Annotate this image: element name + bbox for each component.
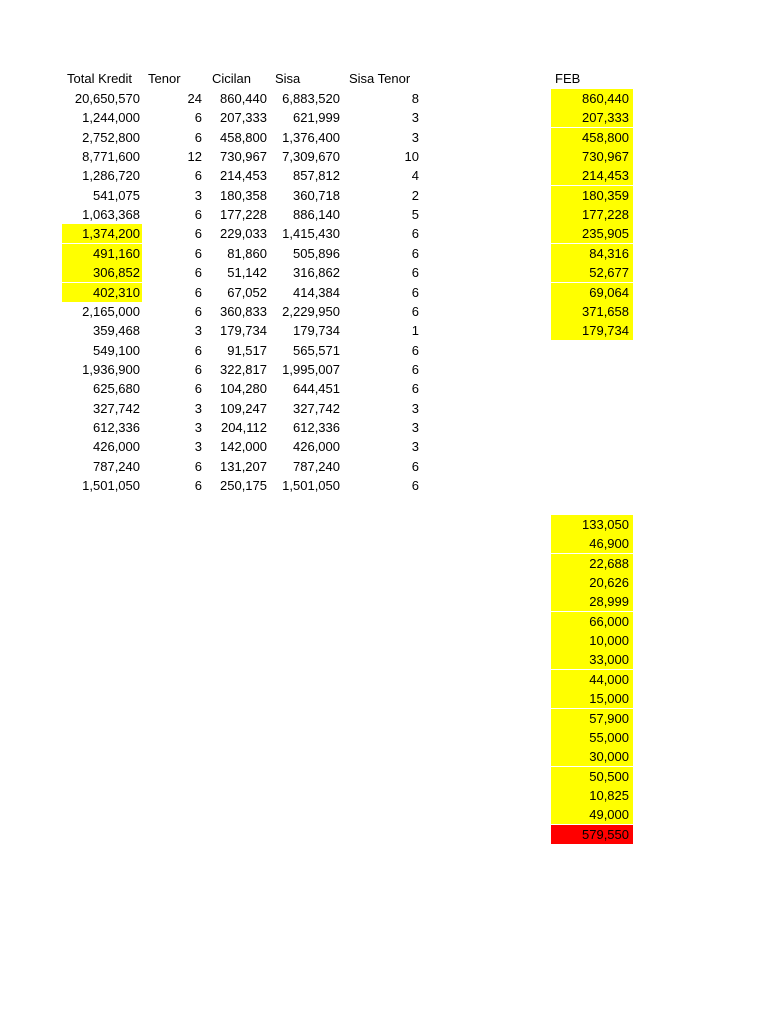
cell-feb: 177,228	[551, 205, 633, 224]
cell-total-kredit: 787,240	[93, 458, 140, 474]
cell-tenor: 6	[194, 207, 202, 223]
cell-tenor: 6	[194, 381, 202, 397]
cell-feb-lower: 50,500	[551, 767, 633, 786]
cell-feb: 69,064	[551, 283, 633, 302]
cell-sisa-tenor: 6	[411, 245, 419, 261]
cell-sisa-tenor: 2	[411, 187, 419, 203]
cell-total-kredit: 359,468	[93, 323, 140, 339]
cell-feb-lower: 133,050	[551, 515, 633, 534]
cell-cicilan: 322,817	[220, 361, 267, 377]
cell-total-kredit: 1,286,720	[82, 168, 140, 184]
cell-sisa: 316,862	[293, 265, 340, 281]
cell-sisa-tenor: 4	[411, 168, 419, 184]
cell-feb: 180,359	[551, 186, 633, 205]
cell-sisa-tenor: 6	[411, 226, 419, 242]
cell-total-kredit: 1,244,000	[82, 110, 140, 126]
cell-feb-lower: 55,000	[551, 728, 633, 747]
cell-feb: 371,658	[551, 302, 633, 321]
cell-tenor: 6	[194, 342, 202, 358]
cell-sisa-tenor: 3	[411, 400, 419, 416]
cell-sisa-tenor: 6	[411, 342, 419, 358]
cell-tenor: 3	[194, 323, 202, 339]
cell-feb: 235,905	[551, 224, 633, 243]
cell-tenor: 6	[194, 478, 202, 493]
cell-feb: 214,453	[551, 166, 633, 185]
cell-tenor: 6	[194, 245, 202, 261]
cell-sisa-tenor: 5	[411, 207, 419, 223]
cell-sisa: 1,995,007	[282, 361, 340, 377]
cell-sisa: 414,384	[293, 284, 340, 300]
cell-feb: 207,333	[551, 108, 633, 127]
cell-feb-lower: 20,626	[551, 573, 633, 592]
cell-total-kredit: 426,000	[93, 439, 140, 455]
header-tenor: Tenor	[148, 71, 181, 86]
header-cicilan: Cicilan	[212, 71, 252, 86]
cell-cicilan: 250,175	[220, 478, 267, 493]
cell-feb-lower: 10,825	[551, 786, 633, 805]
cell-sisa-tenor: 3	[411, 419, 419, 435]
cell-sisa-tenor: 6	[411, 361, 419, 377]
cell-tenor: 3	[194, 187, 202, 203]
cell-cicilan: 730,967	[220, 149, 267, 165]
cell-total-kredit: 1,063,368	[82, 207, 140, 223]
cell-tenor: 24	[187, 91, 202, 106]
cell-cicilan: 109,247	[220, 400, 267, 416]
cell-total-kredit: 1,936,900	[82, 361, 140, 377]
cell-cicilan: 204,112	[220, 419, 267, 435]
cell-tenor: 3	[194, 439, 202, 455]
cell-sisa: 787,240	[293, 458, 340, 474]
header-total-kredit: Total Kredit	[67, 71, 133, 86]
cell-sisa: 505,896	[293, 245, 340, 261]
cell-feb: 730,967	[551, 147, 633, 166]
cell-cicilan: 179,734	[220, 323, 267, 339]
cell-sisa: 886,140	[293, 207, 340, 223]
cell-total-kredit: 491,160	[62, 244, 142, 263]
cell-total-kredit: 402,310	[62, 283, 142, 302]
cell-total-kredit: 612,336	[93, 419, 140, 435]
cell-feb-lower: 22,688	[551, 554, 633, 573]
cell-sisa: 612,336	[293, 419, 340, 435]
cell-sisa-tenor: 6	[411, 284, 419, 300]
cell-feb-lower: 15,000	[551, 689, 633, 708]
cell-sisa: 7,309,670	[282, 149, 340, 165]
cell-cicilan: 81,860	[227, 245, 267, 261]
cell-sisa-tenor: 6	[411, 303, 419, 319]
cell-cicilan: 104,280	[220, 381, 267, 397]
cell-sisa: 6,883,520	[282, 91, 340, 106]
cell-total-kredit: 1,501,050	[82, 478, 140, 493]
cell-total-kredit: 8,771,600	[82, 149, 140, 165]
header-sisa: Sisa	[275, 71, 301, 86]
cell-sisa-tenor: 6	[411, 458, 419, 474]
cell-sisa-tenor: 6	[411, 265, 419, 281]
cell-cicilan: 214,453	[220, 168, 267, 184]
cell-feb-lower: 46,900	[551, 534, 633, 553]
cell-sisa: 857,812	[293, 168, 340, 184]
cell-feb-lower: 28,999	[551, 592, 633, 611]
cell-sisa: 565,571	[293, 342, 340, 358]
cell-sisa: 179,734	[293, 323, 340, 339]
cell-sisa: 1,376,400	[282, 129, 340, 145]
cell-total-kredit: 327,742	[93, 400, 140, 416]
cell-sisa-tenor: 3	[411, 129, 419, 145]
cell-sisa: 2,229,950	[282, 303, 340, 319]
cell-feb-lower: 49,000	[551, 805, 633, 824]
cell-sisa: 644,451	[293, 381, 340, 397]
cell-tenor: 6	[194, 110, 202, 126]
cell-total-kredit: 625,680	[93, 381, 140, 397]
cell-tenor: 6	[194, 265, 202, 281]
cell-feb: 179,734	[551, 321, 633, 340]
cell-sisa-tenor: 1	[411, 323, 419, 339]
cell-sisa: 360,718	[293, 187, 340, 203]
header-feb: FEB	[555, 71, 581, 86]
cell-cicilan: 51,142	[227, 265, 267, 281]
cell-cicilan: 91,517	[227, 342, 267, 358]
cell-cicilan: 67,052	[227, 284, 267, 300]
cell-tenor: 6	[194, 458, 202, 474]
cell-feb-lower: 30,000	[551, 747, 633, 766]
cell-tenor: 3	[194, 419, 202, 435]
cell-total-kredit: 1,374,200	[62, 224, 142, 243]
cell-total-kredit: 549,100	[93, 342, 140, 358]
cell-tenor: 6	[194, 129, 202, 145]
cell-sisa-tenor: 3	[411, 439, 419, 455]
header-sisa-tenor: Sisa Tenor	[349, 71, 411, 86]
cell-cicilan: 229,033	[220, 226, 267, 242]
cell-sisa-tenor: 6	[411, 381, 419, 397]
cell-sisa: 327,742	[293, 400, 340, 416]
cell-cicilan: 142,000	[220, 439, 267, 455]
cell-tenor: 6	[194, 168, 202, 184]
cell-sisa: 1,415,430	[282, 226, 340, 242]
cell-cicilan: 360,833	[220, 303, 267, 319]
cell-sisa: 1,501,050	[282, 478, 340, 493]
cell-tenor: 6	[194, 303, 202, 319]
cell-feb-lower: 66,000	[551, 612, 633, 631]
cell-total-kredit: 306,852	[62, 263, 142, 282]
cell-sisa: 621,999	[293, 110, 340, 126]
cell-total-kredit: 2,752,800	[82, 129, 140, 145]
cell-sisa: 426,000	[293, 439, 340, 455]
cell-total-kredit: 2,165,000	[82, 303, 140, 319]
cell-sisa-tenor: 6	[411, 478, 419, 493]
cell-cicilan: 207,333	[220, 110, 267, 126]
cell-feb-lower: 57,900	[551, 709, 633, 728]
cell-cicilan: 860,440	[220, 91, 267, 106]
cell-feb-total: 579,550	[551, 825, 633, 844]
cell-feb-lower: 44,000	[551, 670, 633, 689]
cell-total-kredit: 541,075	[93, 187, 140, 203]
cell-feb-lower: 33,000	[551, 650, 633, 669]
cell-tenor: 12	[187, 149, 202, 165]
cell-total-kredit: 20,650,570	[74, 91, 140, 106]
cell-feb: 860,440	[551, 89, 633, 108]
cell-tenor: 6	[194, 361, 202, 377]
cell-sisa-tenor: 10	[404, 149, 419, 165]
cell-feb-lower: 10,000	[551, 631, 633, 650]
cell-tenor: 6	[194, 226, 202, 242]
cell-tenor: 6	[194, 284, 202, 300]
cell-tenor: 3	[194, 400, 202, 416]
cell-sisa-tenor: 8	[411, 91, 419, 106]
cell-feb: 84,316	[551, 244, 633, 263]
cell-cicilan: 177,228	[220, 207, 267, 223]
cell-sisa-tenor: 3	[411, 110, 419, 126]
cell-cicilan: 131,207	[220, 458, 267, 474]
cell-feb: 52,677	[551, 263, 633, 282]
cell-feb: 458,800	[551, 128, 633, 147]
cell-cicilan: 458,800	[220, 129, 267, 145]
cell-cicilan: 180,358	[220, 187, 267, 203]
